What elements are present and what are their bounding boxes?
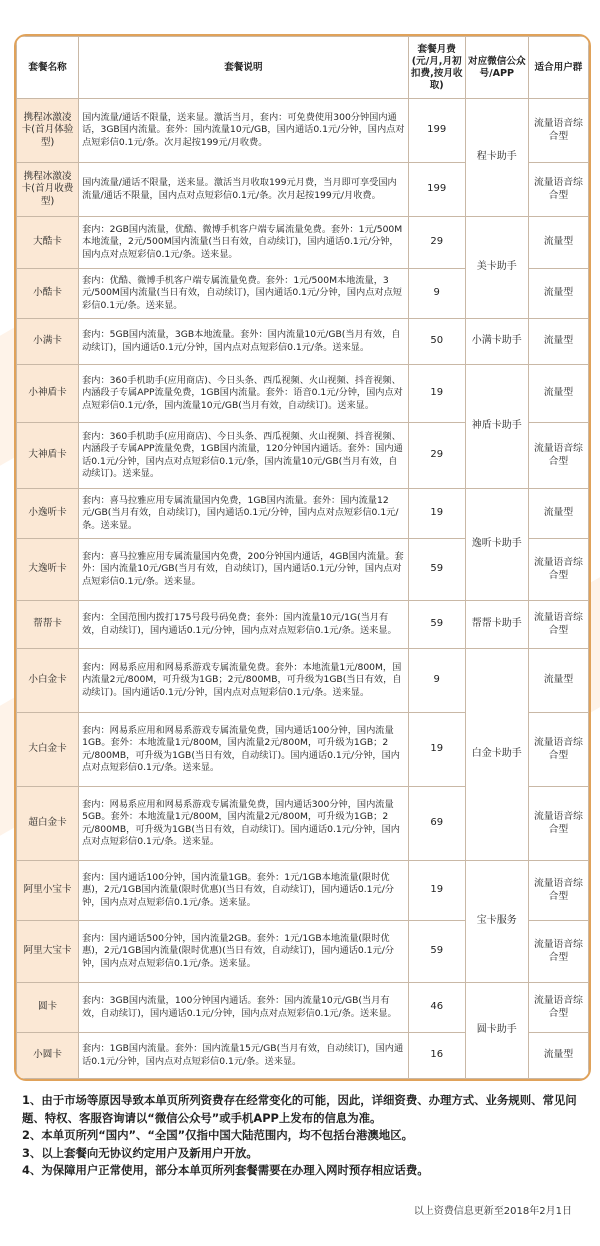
plan-group: 流量型	[528, 269, 588, 319]
plan-name: 大白金卡	[17, 713, 79, 787]
plan-description: 套内：全国范围内拨打175号段号码免费；套外：国内流量10元/1G(当月有效，自动续订)，国内通话0.1元/分钟，国内点对点短彩信0.1元/条。送来显。	[79, 601, 409, 649]
plan-group: 流量语音综合型	[528, 787, 588, 861]
plan-description: 国内流量/通话不限量，送来显。激活当月收取199元月费，当月即可享受国内流量/通话不限量，国内点对点短彩信0.1元/条。次月起按199元/月收费。	[79, 163, 409, 217]
plan-group: 流量语音综合型	[528, 601, 588, 649]
header-user-group: 适合用户群	[528, 37, 588, 99]
plan-fee: 9	[408, 269, 465, 319]
update-date: 以上资费信息更新至2018年2月1日	[413, 1206, 572, 1217]
plan-group: 流量型	[528, 1033, 588, 1079]
plan-app: 帮帮卡助手	[465, 601, 528, 649]
plan-description: 套内：国内通话100分钟，国内流量1GB。套外：1元/1GB本地流量(限时优惠)，2元/1GB国内流量(限时优惠)(当日有效，自动续订)，国内通话0.1元/分钟，国内点对点短彩信0.1元/条。送来显。	[79, 861, 409, 921]
header-name: 套餐名称	[17, 37, 79, 99]
plan-description: 套内：喜马拉雅应用专属流量国内免费，1GB国内流量。套外：国内流量12元/GB(当月有效，自动续订)，国内通话0.1元/分钟，国内点对点短彩信0.1元/条。送来显。	[79, 489, 409, 539]
plan-description: 套内：网易系应用和网易系游戏专属流量免费。套外：本地流量1元/800M，国内流量2元/800M，可升级为1GB；2元/800MB，可升级为1GB(当日有效，自动续订)。国内通话0.1元/分钟，国内点对点短彩信0.1元/条。送来显。	[79, 649, 409, 713]
plan-fee: 19	[408, 861, 465, 921]
table-row	[17, 983, 589, 1033]
plan-app: 宝卡服务	[465, 861, 528, 983]
plan-group: 流量型	[528, 489, 588, 539]
plan-app: 白金卡助手	[465, 649, 528, 861]
plan-fee: 16	[408, 1033, 465, 1079]
plan-group: 流量型	[528, 217, 588, 269]
plan-fee: 29	[408, 217, 465, 269]
table-row	[17, 319, 589, 365]
footnotes	[22, 1092, 582, 1180]
plan-name: 大酷卡	[17, 217, 79, 269]
plan-description: 套内：喜马拉雅应用专属流量国内免费，200分钟国内通话，4GB国内流量。套外：国内流量10元/GB(当月有效，自动续订)，国内通话0.1元/分钟，国内点对点短彩信0.1元/条。送来显。	[79, 539, 409, 601]
plan-name: 小逸听卡	[17, 489, 79, 539]
plan-description: 套内：360手机助手(应用商店)、今日头条、西瓜视频、火山视频、抖音视频、内涵段子专属APP流量免费，1GB国内流量。套外：语音0.1元/分钟，国内点对点短彩信0.1元/条，国内流量10元/GB(当月有效，自动续订)。送来显。	[79, 365, 409, 423]
plan-description: 套内：5GB国内流量，3GB本地流量。套外：国内流量10元/GB(当月有效，自动续订)，国内通话0.1元/分钟，国内点对点短彩信0.1元/条。送来显。	[79, 319, 409, 365]
plan-description: 套内：2GB国内流量，优酷、微博手机客户端专属流量免费。套外：1元/500M本地流量，2元/500M国内流量(当日有效，自动续订)，国内通话0.1元/分钟，国内点对点短彩信0.1元/条。送来显。	[79, 217, 409, 269]
plan-fee: 19	[408, 365, 465, 423]
header-description: 套餐说明	[79, 37, 409, 99]
table-row	[17, 489, 589, 539]
plan-name: 小白金卡	[17, 649, 79, 713]
plan-description: 套内：国内通话500分钟，国内流量2GB。套外：1元/1GB本地流量(限时优惠)，2元/1GB国内流量(限时优惠)(当日有效，自动续订)，国内通话0.1元/分钟，国内点对点短彩信0.1元/条。送来显。	[79, 921, 409, 983]
plan-fee: 9	[408, 649, 465, 713]
plan-name: 小圆卡	[17, 1033, 79, 1079]
plan-name: 阿里小宝卡	[17, 861, 79, 921]
plan-description: 国内流量/通话不限量，送来显。激活当月，套内：可免费使用300分钟国内通话，3GB国内流量。套外：国内流量10元/GB，国内通话0.1元/分钟，国内点对点短彩信0.1元/条。次月起按199元/月收费。	[79, 99, 409, 163]
plan-description: 套内：3GB国内流量，100分钟国内通话。套外：国内流量10元/GB(当月有效，自动续订)，国内通话0.1元/分钟，国内点对点短彩信0.1元/条。送来显。	[79, 983, 409, 1033]
footnote-1: 1、由于市场等原因导致本单页所列资费存在经常变化的可能，因此，详细资费、办理方式、业务规则、常见问题、特权、客服咨询请以“微信公众号”或手机APP上发布的信息为准。	[22, 1093, 577, 1125]
plan-name: 圆卡	[17, 983, 79, 1033]
plan-app: 小满卡助手	[465, 319, 528, 365]
plan-fee: 199	[408, 99, 465, 163]
plan-fee: 19	[408, 489, 465, 539]
table-row	[17, 649, 589, 713]
table-header-row	[17, 37, 589, 99]
plan-group: 流量语音综合型	[528, 99, 588, 163]
plan-group: 流量型	[528, 319, 588, 365]
plan-fee: 19	[408, 713, 465, 787]
plan-name: 阿里大宝卡	[17, 921, 79, 983]
plan-name: 携程冰激凌卡(首月体验型)	[17, 99, 79, 163]
plan-group: 流量语音综合型	[528, 861, 588, 921]
plan-fee: 59	[408, 539, 465, 601]
table-row	[17, 365, 589, 423]
plan-name: 小酷卡	[17, 269, 79, 319]
plan-group: 流量语音综合型	[528, 983, 588, 1033]
tariff-table-frame	[14, 34, 591, 1081]
plan-description: 套内：网易系应用和网易系游戏专属流量免费，国内通话100分钟，国内流量1GB。套外：本地流量1元/800M，国内流量2元/800M，可升级为1GB；2元/800MB，可升级为1GB(当日有效，自动续订)。国内通话0.1元/分钟，国内点对点短彩信0.1元/条。送来显。	[79, 713, 409, 787]
plan-group: 流量语音综合型	[528, 921, 588, 983]
plan-fee: 199	[408, 163, 465, 217]
plan-app: 神盾卡助手	[465, 365, 528, 489]
plan-fee: 46	[408, 983, 465, 1033]
table-row	[17, 861, 589, 921]
plan-name: 大逸听卡	[17, 539, 79, 601]
plan-fee: 29	[408, 423, 465, 489]
plan-description: 套内：1GB国内流量。套外：国内流量15元/GB(当月有效，自动续订)，国内通话0.1元/分钟，国内点对点短彩信0.1元/条。送来显。	[79, 1033, 409, 1079]
plan-name: 小神盾卡	[17, 365, 79, 423]
plan-app: 程卡助手	[465, 99, 528, 217]
plan-fee: 69	[408, 787, 465, 861]
plan-name: 大神盾卡	[17, 423, 79, 489]
footnote-2: 2、本单页所列“国内”、“全国”仅指中国大陆范围内，均不包括台港澳地区。	[22, 1128, 413, 1142]
plan-description: 套内：网易系应用和网易系游戏专属流量免费，国内通话300分钟，国内流量5GB。套外：本地流量1元/800M，国内流量2元/800M，可升级为1GB；2元/800MB，可升级为1GB(当日有效，自动续订)。国内通话0.1元/分钟，国内点对点短彩信0.1元/条。送来显。	[79, 787, 409, 861]
table-row	[17, 601, 589, 649]
plan-fee: 59	[408, 601, 465, 649]
plan-app: 圆卡助手	[465, 983, 528, 1079]
header-wechat-app: 对应微信公众号/APP	[465, 37, 528, 99]
tariff-table	[16, 36, 589, 1079]
table-row	[17, 99, 589, 163]
plan-group: 流量语音综合型	[528, 163, 588, 217]
plan-name: 携程冰激凌卡(首月收费型)	[17, 163, 79, 217]
plan-description: 套内：优酷、微博手机客户端专属流量免费。套外：1元/500M本地流量，3元/500M国内流量(当日有效，自动续订)，国内通话0.1元/分钟，国内点对点短彩信0.1元/条。送来显。	[79, 269, 409, 319]
plan-description: 套内：360手机助手(应用商店)、今日头条、西瓜视频、火山视频、抖音视频、内涵段子专属APP流量免费，1GB国内流量，120分钟国内通话。套外：国内通话0.1元/分钟，国内点对点短彩信0.1元/条，国内流量10元/GB(当月有效，自动续订)。送来显。	[79, 423, 409, 489]
plan-group: 流量语音综合型	[528, 539, 588, 601]
footnote-4: 4、为保障用户正常使用，部分本单页所列套餐需要在办理入网时预存相应话费。	[22, 1163, 429, 1177]
plan-name: 帮帮卡	[17, 601, 79, 649]
plan-group: 流量语音综合型	[528, 713, 588, 787]
plan-name: 超白金卡	[17, 787, 79, 861]
plan-name: 小满卡	[17, 319, 79, 365]
table-row	[17, 217, 589, 269]
footnote-3: 3、以上套餐向无协议约定用户及新用户开放。	[22, 1145, 258, 1160]
plan-group: 流量语音综合型	[528, 423, 588, 489]
plan-group: 流量型	[528, 649, 588, 713]
plan-group: 流量型	[528, 365, 588, 423]
header-monthly-fee: 套餐月费(元/月,月初扣费,按月收取)	[408, 37, 465, 99]
plan-app: 美卡助手	[465, 217, 528, 319]
plan-app: 逸听卡助手	[465, 489, 528, 601]
plan-fee: 59	[408, 921, 465, 983]
plan-fee: 50	[408, 319, 465, 365]
